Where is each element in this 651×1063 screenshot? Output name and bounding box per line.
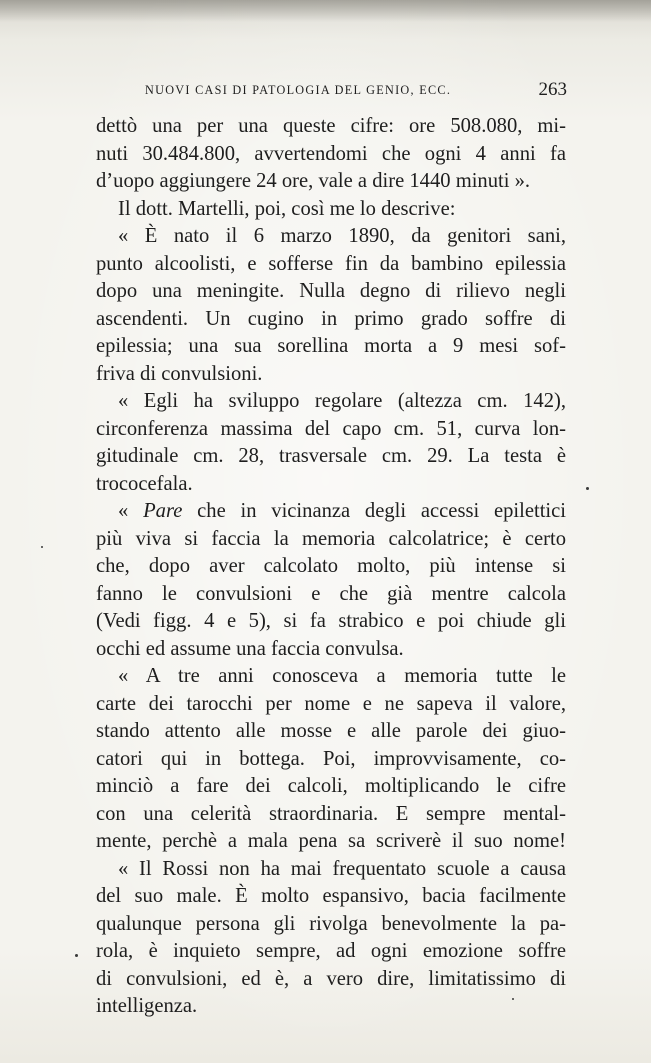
text-line: dopo una meningite. Nulla degno di rilievo negli (96, 280, 566, 302)
text-line: d’uopo aggiungere 24 ore, vale a dire 1440 minuti ». (96, 170, 531, 192)
text-line: qualunque persona gli rivolga benevolmente la pa- (96, 912, 566, 935)
text-line: rola, è inquieto sempre, ad ogni emozione soffre (96, 940, 566, 962)
text-line: circonferenza massima del capo cm. 51, curva lon- (96, 417, 566, 440)
ink-speck (41, 546, 43, 548)
page-number: 263 (538, 79, 567, 100)
italic-word: Pare (143, 500, 183, 522)
text-line: « Egli ha sviluppo regolare (altezza cm. 142), (118, 390, 566, 412)
text-line: del suo male. È molto espansivo, bacia facilmente (96, 885, 566, 907)
text-line: fanno le convulsioni e che già mentre calcola (96, 582, 566, 605)
text-line: « A tre anni conosceva a memoria tutte le (118, 665, 566, 687)
ink-speck (586, 487, 589, 490)
text-line: ascendenti. Un cugino in primo grado soffre di (96, 307, 566, 330)
ink-speck (75, 954, 78, 957)
text-line: (Vedi figg. 4 e 5), si fa strabico e poi chiude gli (96, 610, 566, 632)
word-space (182, 500, 197, 522)
text-line: minciò a fare dei calcoli, moltiplicando le cifre (96, 775, 566, 797)
text-line: nuti 30.484.800, avvertendomi che ogni 4 anni fa (96, 142, 566, 165)
page-edge-shadow (0, 0, 651, 22)
text-line: gitudinale cm. 28, trasversale cm. 29. La testa è (96, 445, 566, 467)
text-line: punto alcoolisti, e sofferse fin da bambino epilessia (96, 252, 566, 275)
text-line: con una celerità straordinaria. E sempre mental- (96, 802, 566, 825)
text-line: « È nato il 6 marzo 1890, da genitori sani, (118, 225, 566, 247)
text-line-pare (96, 498, 566, 526)
body-text (96, 113, 566, 1021)
text-line: epilessia; una sua sorellina morta a 9 mesi sof- (96, 335, 566, 357)
text-line: friva di convulsioni. (96, 362, 263, 385)
text-line: occhi ed assume una faccia convulsa. (96, 637, 404, 660)
text-line: trococefala. (96, 472, 193, 495)
ink-speck (512, 998, 514, 1000)
running-head (97, 78, 567, 102)
text-line: intelligenza. (96, 995, 198, 1017)
text-line: « Il Rossi non ha mai frequentato scuole a causa (118, 857, 566, 880)
text-line: carte dei tarocchi per nome e ne sapeva il valore, (96, 692, 566, 715)
quote-mark: « (118, 500, 144, 522)
text-line-rest: che in vicinanza degli accessi epilettici (197, 500, 567, 522)
text-line: mente, perchè a mala pena sa scriverè il suo nome! (96, 830, 566, 852)
text-line: più viva si faccia la memoria calcolatrice; è certo (96, 527, 566, 550)
text-line: dettò una per una queste cifre: ore 508.080, mi- (96, 115, 566, 137)
text-line: stando attento alle mosse e alle parole dei giuo- (96, 720, 566, 742)
running-title: NUOVI CASI DI PATOLOGIA DEL GENIO, ECC. (145, 83, 452, 97)
text-line: di convulsioni, ed è, a vero dire, limitatissimo di (96, 967, 566, 990)
text-line: catori qui in bottega. Poi, improvvisamente, co- (96, 747, 566, 770)
text-line: Il dott. Martelli, poi, così me lo descrive: (118, 197, 456, 220)
text-line: che, dopo aver calcolato molto, più intense si (96, 555, 566, 577)
